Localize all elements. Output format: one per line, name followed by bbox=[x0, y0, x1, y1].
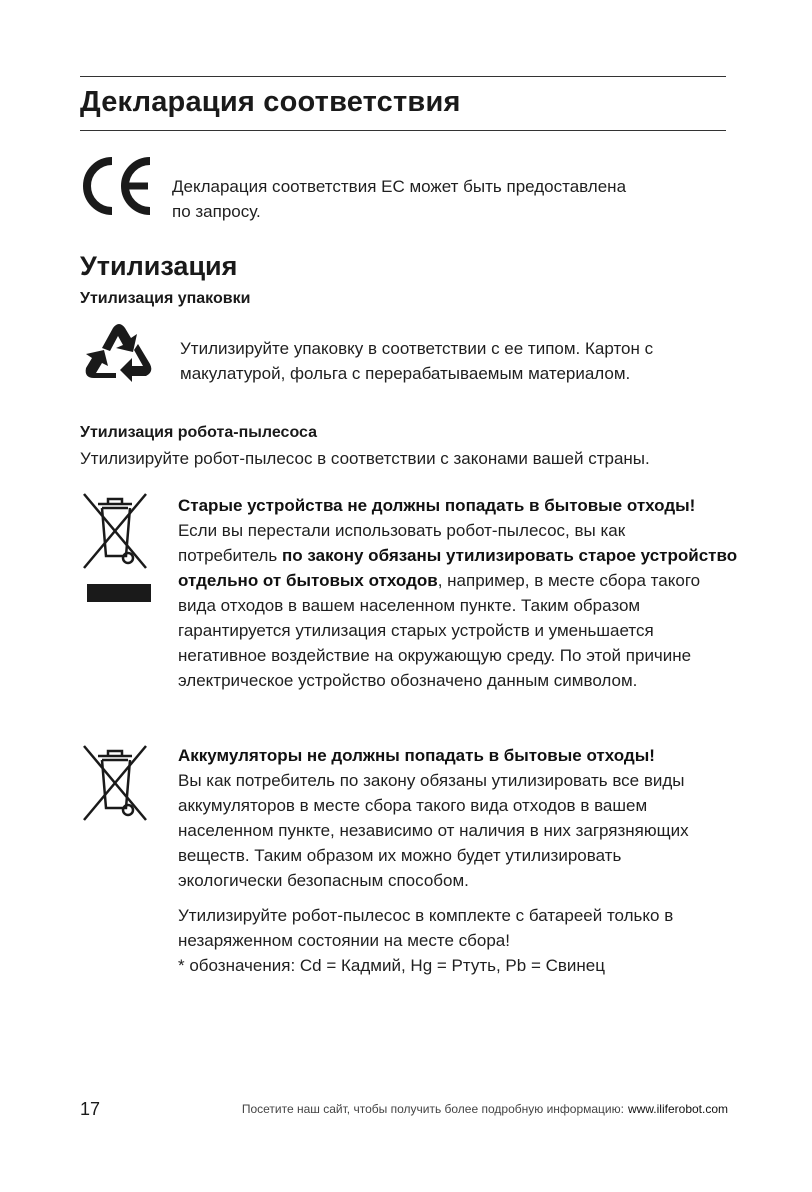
robot-disposal-heading: Утилизация робота-пылесоса bbox=[80, 424, 318, 441]
devices-line-4: отдельно от бытовых отходов, например, в месте сбора такого bbox=[178, 571, 701, 590]
ce-statement-line-2: по запросу. bbox=[172, 202, 261, 221]
robot-disposal-intro: Утилизируйте робот-пылесос в соответствии с законами вашей страны. bbox=[80, 449, 650, 468]
batteries-line-3: аккумуляторов в месте сбора такого вида отходов в вашем bbox=[178, 796, 648, 815]
top-rule bbox=[80, 76, 726, 77]
packaging-line-1: Утилизируйте упаковку в соответствии с ее типом. Картон с bbox=[180, 339, 654, 358]
recycle-icon bbox=[80, 318, 158, 394]
batteries-heading: Аккумуляторы не должны попадать в бытовые отходы! bbox=[178, 746, 655, 765]
website-link[interactable]: www.iliferobot.com bbox=[627, 1102, 728, 1116]
devices-line-8: электрическое устройство обозначено данным символом. bbox=[178, 671, 638, 690]
devices-line-3: потребитель по закону обязаны утилизировать старое устройство bbox=[178, 546, 738, 565]
page-number: 17 bbox=[80, 1099, 101, 1119]
batteries-line-6: экологически безопасным способом. bbox=[178, 871, 469, 890]
devices-line-7: негативное воздействие на окружающую среду. По этой причине bbox=[178, 646, 692, 665]
ce-statement-line-1: Декларация соответствия ЕС может быть предоставлена bbox=[172, 177, 627, 196]
page-title: Декларация соответствия bbox=[80, 86, 461, 118]
battery-collection-line-2: незаряженном состоянии на месте сбора! bbox=[178, 931, 510, 950]
ce-statement bbox=[172, 174, 626, 224]
packaging-heading: Утилизация упаковки bbox=[80, 290, 251, 307]
packaging-line-2: макулатурой, фольга с перерабатываемым материалом. bbox=[180, 364, 631, 383]
devices-line-2: Если вы перестали использовать робот-пылесос, вы как bbox=[178, 521, 626, 540]
devices-line-6: гарантируется утилизация старых устройств и уменьшается bbox=[178, 621, 654, 640]
batteries-line-4: населенном пункте, независимо от наличия в них загрязняющих bbox=[178, 821, 689, 840]
chemical-symbols-note: * обозначения: Cd = Кадмий, Hg = Ртуть, Pb = Свинец bbox=[178, 956, 605, 975]
title-rule bbox=[80, 130, 726, 131]
battery-crossed-bin-icon bbox=[80, 742, 150, 824]
separate-collection-bar bbox=[87, 584, 151, 602]
disposal-heading: Утилизация bbox=[80, 251, 238, 281]
crossed-bin-icon bbox=[80, 490, 150, 572]
batteries-line-5: веществ. Таким образом их можно будет утилизировать bbox=[178, 846, 622, 865]
devices-heading: Старые устройства не должны попадать в бытовые отходы! bbox=[178, 496, 696, 515]
footer-info bbox=[242, 1102, 728, 1116]
batteries-text bbox=[178, 743, 689, 893]
packaging-text bbox=[180, 336, 653, 386]
ce-mark-icon bbox=[80, 155, 154, 217]
battery-collection-line-1: Утилизируйте робот-пылесос в комплекте с батареей только в bbox=[178, 906, 674, 925]
devices-text bbox=[178, 493, 737, 693]
footer-text: Посетите наш сайт, чтобы получить более подробную информацию: bbox=[241, 1102, 624, 1116]
battery-collection-text bbox=[178, 903, 673, 978]
batteries-line-2: Вы как потребитель по закону обязаны утилизировать все виды bbox=[178, 771, 685, 790]
devices-line-5: вида отходов в вашем населенном пункте. Таким образом bbox=[178, 596, 641, 615]
